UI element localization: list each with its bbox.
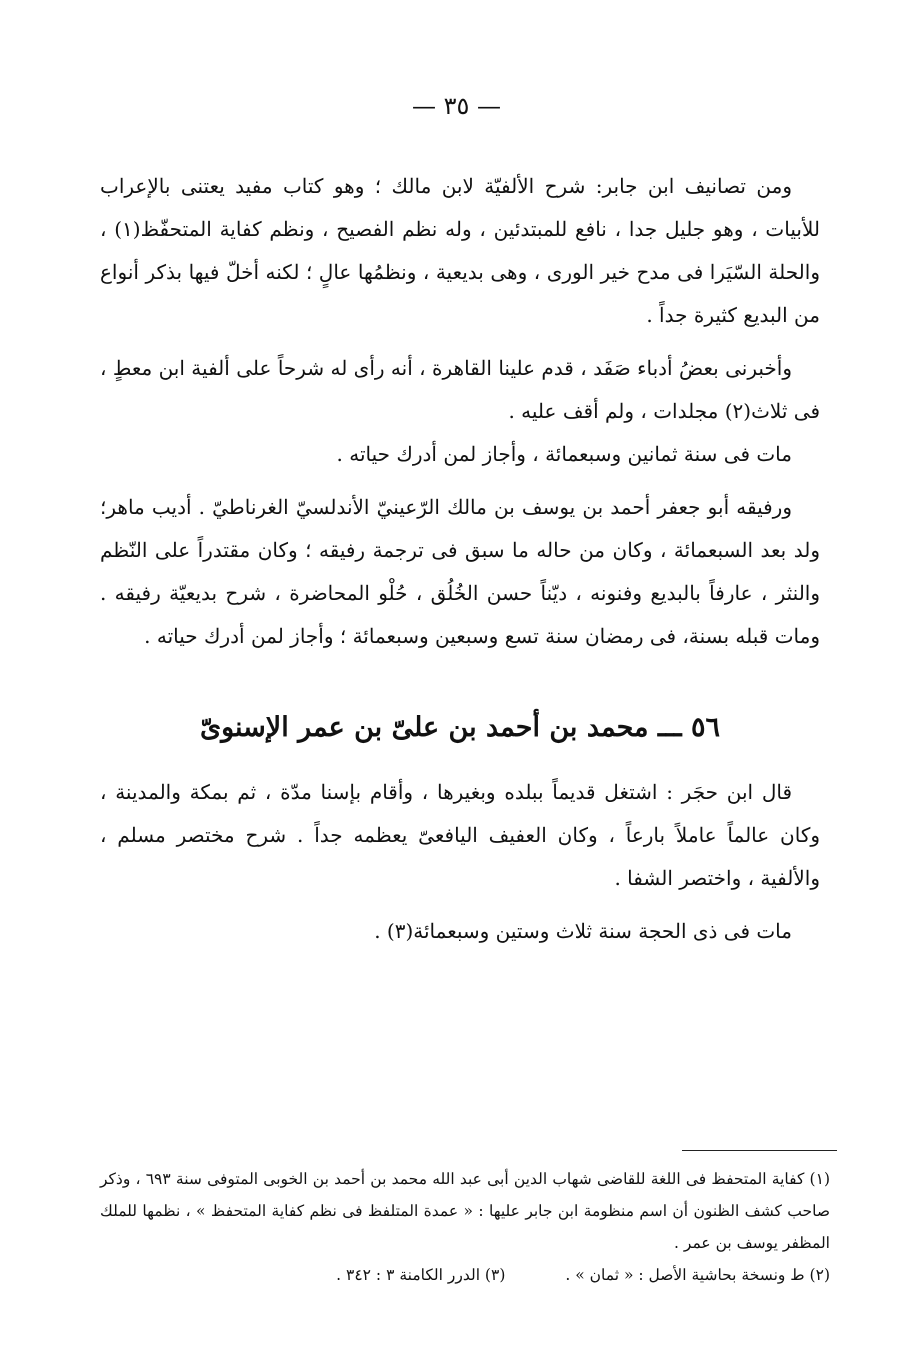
footnote-1: (١) كفاية المتحفظ فى اللغة للقاضى شهاب الدين أبى عبد الله محمد بن أحمد بن الخوبى المتوفى سنة ٦٩٣ ، وذكر صاحب كشف الظنون أن اسم منظومة ابن جابر عليها : « عمدة المتلفظ فى نظم كفاية المتحفظ » ، نظمها للملك المظفر يوسف بن عمر . [100,1170,830,1252]
footnote-divider [682,1150,837,1151]
footnotes [100,1163,830,1291]
page-number: — ٣٥ — [411,92,502,120]
main-text [100,165,820,953]
paragraph-safad-report: وأخبرنى بعضُ أدباء صَفَد ، قدم علينا القاهرة ، أنه رأى له شرحاً على ألفية ابن معطٍ ، فى ثلاث(٢) مجلدات ، ولم أقف عليه . [100,356,820,423]
paragraph-ibn-hajar-quote: قال ابن حجَر : اشتغل قديماً ببلده وبغيرها ، وأقام بإسنا مدّة ، ثم بمكة والمدينة ، وكان عالماً عاملاً بارعاً ، وكان العفيف اليافعىّ يعظمه جداً . شرح مختصر مسلم ، والألفية ، واختصر الشفا . [100,780,820,890]
paragraph-death-isnawi: مات فى ذى الحجة سنة ثلاث وستين وسبعمائة(٣) . [374,919,792,943]
paragraph-companion-abu-jafar: ورفيقه أبو جعفر أحمد بن يوسف بن مالك الرّعينيّ الأندلسيّ الغرناطيّ . أديب ماهر؛ ولد بعد السبعمائة ، وكان من حاله ما سبق فى ترجمة رفيقه ؛ وكان مقتدراً على النّظم والنثر ، عارفاً بالبديع وفنونه ، ديّناً حسن الخُلُق ، حُلْو المحاضرة ، شرح بديعيّة رفيقه . ومات قبله بسنة، فى رمضان سنة تسع وسبعين وسبعمائة ؛ وأجاز لمن أدرك حياته . [100,495,820,648]
paragraph-ibn-jabir-works: ومن تصانيف ابن جابر: شرح الألفيّة لابن مالك ؛ وهو كتاب مفيد يعتنى بالإعراب للأبيات ، وهو جليل جدا ، نافع للمبتدئين ، وله نظم الفصيح ، ونظم كفاية المتحفّظ(١) ، والحلة السّيَرا فى مدح خير الورى ، وهى بديعية ، ونظمُها عالٍ ؛ لكنه أخلّ فيها بذكر أنواع من البديع كثيرة جداً . [100,174,820,327]
footnote-2: (٢) ط ونسخة بحاشية الأصل : « ثمان » . [565,1266,830,1284]
paragraph-death-ibn-jabir: مات فى سنة ثمانين وسبعمائة ، وأجاز لمن أدرك حياته . [336,442,792,466]
footnote-row [100,1259,830,1291]
footnote-3: (٣) الدرر الكامنة ٣ : ٣٤٢ . [336,1266,506,1284]
biography-heading: ٥٦ ـــ محمد بن أحمد بن علىّ بن عمر الإسنوىّ [199,712,721,743]
